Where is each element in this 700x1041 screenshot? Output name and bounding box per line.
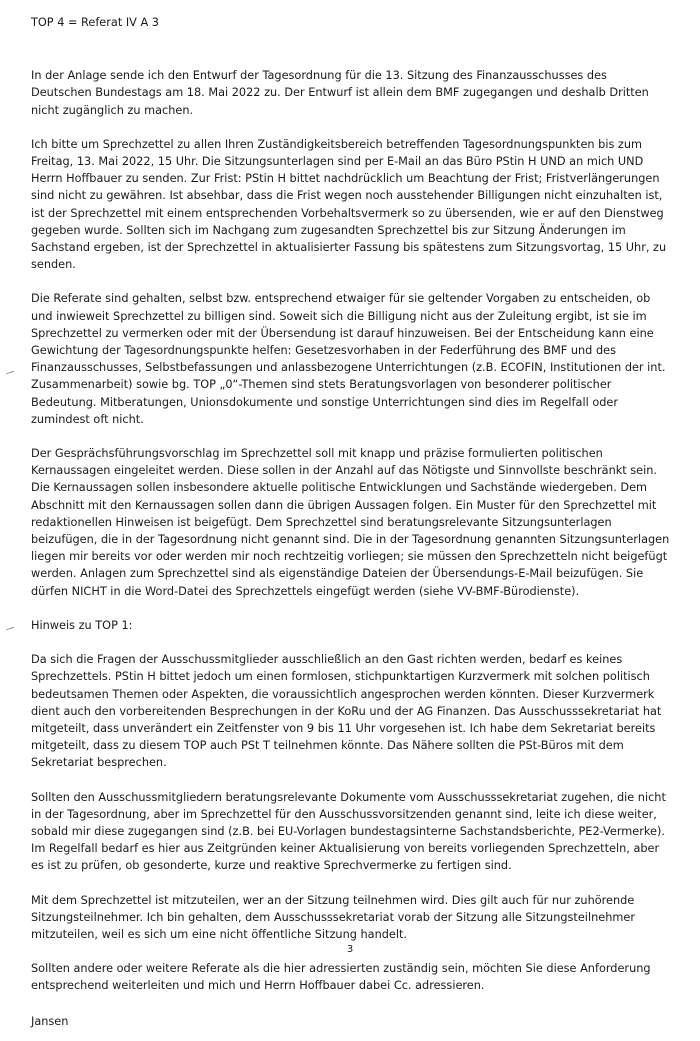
paragraph-documents: Sollten den Ausschussmitgliedern beratungsrelevante Dokumente vom Ausschusssekretariat zugehen, die nicht in der Tagesordnung, aber im Sprechzettel für den Ausschussvorsitzenden genannt sind, leite ich diese weiter, sobald mir diese zugegangen sind (z.B. bei EU-Vorlagen bundestagsinterne Sachstandsberichte, PE2-Vermerke). Im Regelfall bedarf es hier aus Zeitgründen keiner Aktualisierung von bereits vorliegenden Sprechzetteln, aber es ist zu prüfen, ob gesonderte, kurze und reaktive Sprechvermerke zu fertigen sind.	[31, 790, 666, 873]
paragraph-participants: Mit dem Sprechzettel ist mitzuteilen, wer an der Sitzung teilnehmen wird. Dies gilt auch für nur zuhörende Sitzungsteilnehmer. Ich bin gehalten, dem Ausschusssekretariat vorab der Sitzung alle Sitzungsteilnehmer mitzuteilen, weil es sich um eine nicht öffentliche Sitzung handelt.	[31, 893, 635, 941]
scan-mark	[6, 371, 14, 374]
paragraph-top1-note: Da sich die Fragen der Ausschussmitglieder ausschließlich an den Gast richten werden, bedarf es keines Sprechzettels. PStin H bittet jedoch um einen formlosen, stichpunktartigen Kurzvermerk mit solchen politisch bedeutsamen Themen oder Aspekten, die voraussichtlich angesprochen werden könnten. Dieser Kurzvermerk dient auch den vorbereitenden Besprechungen in der KoRu und der AG Finanzen. Das Ausschusssekretariat hat mitgeteilt, dass unverändert ein Zeitfenster von 9 bis 11 Uhr vorgesehen ist. Ich habe dem Sekretariat bereits mitgeteilt, dass zu diesem TOP auch PSt T teilnehmen könnte. Das Nähere sollten die PSt-Büros mit dem Sekretariat besprechen.	[31, 653, 662, 770]
document-heading: TOP 4 = Referat IV A 3	[31, 16, 159, 29]
note-heading-top1: Hinweis zu TOP 1:	[31, 618, 133, 632]
paragraph-agenda-draft: In der Anlage sende ich den Entwurf der Tagesordnung für die 13. Sitzung des Finanzausschusses des Deutschen Bundestags am 18. Mai 2022 zu. Der Entwurf ist allein dem BMF zugegangen und deshalb Dritten nicht zugänglich zu machen.	[31, 69, 649, 117]
paragraph-approval: Die Referate sind gehalten, selbst bzw. entsprechend etwaiger für sie geltender Vorgaben zu entscheiden, ob und inwieweit Sprechzettel zu billigen sind. Soweit sich die Billigung nicht aus der Zuleitung ergibt, ist sie im Sprechzettel zu vermerken oder mit der Übersendung ist darauf hinzuweisen. Bei der Entscheidung kann eine Gewichtung der Tagesordnungspunkte helfen: Gesetzesvorhaben in der Federführung des BMF und des Finanzausschusses, Selbstbefassungen und anlassbezogene Unterrichtungen (z.B. ECOFIN, Institutionen der int. Zusammenarbeit) sowie bg. TOP „0“-Themen sind stets Beratungsvorlagen von besonderer politischer Bedeutung. Mitberatungen, Unionsdokumente und sonstige Unterrichtungen sind dies im Regelfall oder zumindest oft nicht.	[31, 292, 666, 426]
document-body	[31, 14, 671, 1041]
paragraph-forwarding: Sollten andere oder weitere Referate als die hier adressierten zuständig sein, möchten Sie diese Anforderung entsprechend weiterleiten und mich und Herrn Hoffbauer dabei Cc. adressieren.	[31, 962, 651, 993]
paragraph-deadline: Ich bitte um Sprechzettel zu allen Ihren Zuständigkeitsbereich betreffenden Tagesordnungspunkten bis zum Freitag, 13. Mai 2022, 15 Uhr. Die Sitzungsunterlagen sind per E-Mail an das Büro PStin H UND an mich UND Herrn Hoffbauer zu senden. Zur Frist: PStin H bittet nachdrücklich um Beachtung der Frist; Fristverlängerungen sind nicht zu gewähren. Ist absehbar, dass die Frist wegen noch ausstehender Billigungen nicht einzuhalten ist, ist der Sprechzettel mit einem entsprechenden Vorbehaltsvermerk so zu übersenden, wie er auf den Dienstweg gegeben wurde. Sollten sich im Nachgang zum zugesandten Sprechzettel bis zur Sitzung Änderungen im Sachstand ergeben, ist der Sprechzettel in aktualisierter Fassung bis spätestens zum Sitzungsvortag, 15 Uhr, zu senden.	[31, 137, 667, 272]
scan-mark	[6, 627, 14, 630]
signature: Jansen	[31, 1014, 69, 1028]
paragraph-talking-points: Der Gesprächsführungsvorschlag im Sprechzettel soll mit knapp und präzise formulierten politischen Kernaussagen eingeleitet werden. Diese sollen in der Anzahl auf das Nötigste und Sinnvollste beschränkt sein. Die Kernaussagen sollen insbesondere aktuelle politische Entwicklungen und Sachstände wiedergeben. Dem Abschnitt mit den Kernaussagen sollen dann die übrigen Aussagen folgen. Ein Muster für den Sprechzettel mit redaktionellen Hinweisen ist beigefügt. Dem Sprechzettel sind beratungsrelevante Sitzungsunterlagen beizufügen, die in der Tagesordnung nicht genannt sind. Die in der Tagesordnung genannten Sitzungsunterlagen liegen mir bereits vor oder werden mir noch rechtzeitig vorliegen; sie müssen den Sprechzetteln nicht beigefügt werden. Anlagen zum Sprechzettel sind als eigenständige Dateien der Übersendungs-E-Mail beizufügen. Sie dürfen NICHT in die Word-Datei des Sprechzettels eingefügt werden (siehe VV-BMF-Bürodienste).	[31, 447, 670, 598]
page-number: 3	[346, 944, 354, 955]
